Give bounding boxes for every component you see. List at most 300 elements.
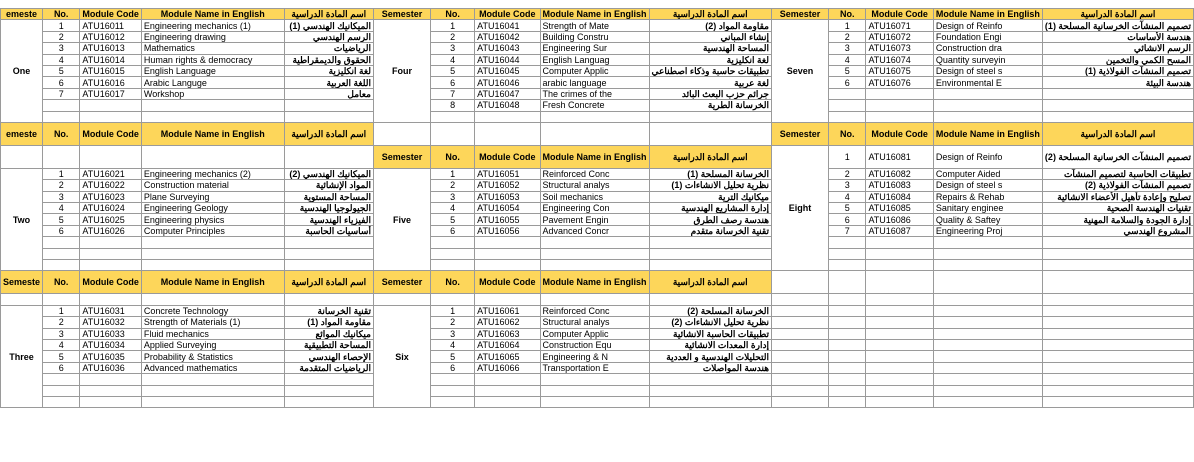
module-number[interactable]: 5 — [43, 351, 80, 362]
header-module-name-en[interactable]: Module Name in English — [540, 9, 649, 20]
module-code[interactable]: ATU16025 — [80, 214, 142, 225]
empty-cell[interactable] — [771, 385, 828, 396]
header-no[interactable]: No. — [829, 9, 866, 20]
empty-cell[interactable] — [1042, 374, 1193, 385]
module-name-ar[interactable]: هندسة رصف الطرق — [649, 214, 771, 225]
module-name-ar[interactable]: الرياضيات — [284, 43, 373, 54]
empty-cell[interactable] — [373, 294, 430, 305]
empty-cell[interactable] — [866, 260, 933, 271]
empty-cell[interactable] — [80, 237, 142, 248]
empty-cell[interactable] — [80, 385, 142, 396]
empty-cell[interactable] — [649, 111, 771, 122]
empty-cell[interactable] — [1042, 100, 1193, 111]
header-semester[interactable]: emeste — [1, 122, 43, 145]
empty-cell[interactable] — [431, 237, 475, 248]
empty-cell[interactable] — [431, 385, 475, 396]
header-module-name-en[interactable]: Module Name in English — [141, 9, 284, 20]
module-number[interactable]: 3 — [431, 191, 475, 202]
empty-cell[interactable] — [373, 122, 430, 145]
module-name-ar[interactable]: إنشاء المباني — [649, 31, 771, 42]
module-number[interactable]: 4 — [43, 339, 80, 350]
module-name-en[interactable]: Fluid mechanics — [141, 328, 284, 339]
module-code[interactable]: ATU16072 — [866, 31, 933, 42]
module-number[interactable]: 4 — [829, 191, 866, 202]
empty-cell[interactable] — [475, 396, 540, 407]
empty-cell[interactable] — [431, 396, 475, 407]
module-name-ar[interactable]: نظرية تحليل الانشاءات (2) — [649, 317, 771, 328]
module-code[interactable]: ATU16033 — [80, 328, 142, 339]
module-name-en[interactable]: Reinforced Conc — [540, 168, 649, 179]
empty-cell[interactable] — [1042, 271, 1193, 294]
header-module-name-en[interactable]: Module Name in English — [933, 122, 1042, 145]
header-module-name-ar[interactable]: اسم المادة الدراسية — [649, 271, 771, 294]
header-module-name-en[interactable]: Module Name in English — [141, 271, 284, 294]
empty-cell[interactable] — [1, 294, 43, 305]
module-number[interactable]: 5 — [829, 65, 866, 76]
module-code[interactable]: ATU16041 — [475, 20, 540, 31]
module-code[interactable]: ATU16075 — [866, 65, 933, 76]
empty-cell[interactable] — [475, 260, 540, 271]
empty-cell[interactable] — [141, 396, 284, 407]
module-number[interactable]: 5 — [43, 65, 80, 76]
empty-cell[interactable] — [475, 237, 540, 248]
module-name-en[interactable]: arabic language — [540, 77, 649, 88]
header-semester[interactable]: Semester — [771, 9, 828, 20]
module-code[interactable]: ATU16066 — [475, 362, 540, 373]
empty-cell[interactable] — [649, 396, 771, 407]
empty-cell[interactable] — [829, 328, 866, 339]
module-number[interactable]: 2 — [829, 168, 866, 179]
empty-cell[interactable] — [80, 248, 142, 259]
module-code[interactable]: ATU16026 — [80, 225, 142, 236]
module-number[interactable]: 3 — [829, 180, 866, 191]
header-module-name-ar[interactable]: اسم المادة الدراسية — [284, 122, 373, 145]
module-name-en[interactable]: Strength of Materials (1) — [141, 317, 284, 328]
empty-cell[interactable] — [141, 294, 284, 305]
header-module-code[interactable]: Module Code — [80, 271, 142, 294]
module-code[interactable]: ATU16086 — [866, 214, 933, 225]
module-number[interactable]: 4 — [43, 203, 80, 214]
empty-cell[interactable] — [933, 339, 1042, 350]
header-no[interactable]: No. — [43, 9, 80, 20]
module-name-ar[interactable]: المساحة التطبيقية — [284, 339, 373, 350]
module-number[interactable]: 5 — [43, 214, 80, 225]
module-name-en[interactable]: Computer Applic — [540, 65, 649, 76]
empty-cell[interactable] — [80, 111, 142, 122]
empty-cell[interactable] — [43, 374, 80, 385]
header-no[interactable]: No. — [43, 271, 80, 294]
module-number[interactable]: 1 — [43, 168, 80, 179]
module-name-ar[interactable]: أساسيات الحاسبة — [284, 225, 373, 236]
module-number[interactable]: 3 — [43, 191, 80, 202]
empty-cell[interactable] — [829, 305, 866, 316]
module-code[interactable]: ATU16044 — [475, 54, 540, 65]
header-no[interactable]: No. — [431, 9, 475, 20]
module-code[interactable]: ATU16063 — [475, 328, 540, 339]
module-code[interactable]: ATU16085 — [866, 203, 933, 214]
empty-cell[interactable] — [1, 145, 43, 168]
empty-cell[interactable] — [829, 362, 866, 373]
module-name-ar[interactable]: اللغة العربية — [284, 77, 373, 88]
empty-cell[interactable] — [1042, 362, 1193, 373]
empty-cell[interactable] — [80, 100, 142, 111]
module-name-en[interactable]: Applied Surveying — [141, 339, 284, 350]
empty-cell[interactable] — [829, 237, 866, 248]
empty-cell[interactable] — [431, 111, 475, 122]
module-name-en[interactable]: Human rights & democracy — [141, 54, 284, 65]
empty-cell[interactable] — [141, 100, 284, 111]
module-name-en[interactable]: Computer Aided — [933, 168, 1042, 179]
module-name-ar[interactable]: الرسم الهندسي — [284, 31, 373, 42]
empty-cell[interactable] — [933, 294, 1042, 305]
header-no[interactable]: No. — [431, 145, 475, 168]
module-code[interactable]: ATU16021 — [80, 168, 142, 179]
empty-cell[interactable] — [141, 111, 284, 122]
empty-cell[interactable] — [649, 237, 771, 248]
module-name-ar[interactable]: هندسة البيئة — [1042, 77, 1193, 88]
module-code[interactable]: ATU16071 — [866, 20, 933, 31]
module-name-ar[interactable]: المواد الإنشائية — [284, 180, 373, 191]
module-code[interactable]: ATU16076 — [866, 77, 933, 88]
module-code[interactable]: ATU16035 — [80, 351, 142, 362]
module-name-ar[interactable]: الفيزياء الهندسية — [284, 214, 373, 225]
module-number[interactable]: 5 — [431, 65, 475, 76]
module-name-en[interactable]: Design of Reinfo — [933, 145, 1042, 168]
empty-cell[interactable] — [431, 260, 475, 271]
empty-cell[interactable] — [829, 351, 866, 362]
header-semester[interactable]: Semester — [771, 122, 828, 145]
empty-cell[interactable] — [649, 294, 771, 305]
module-code[interactable]: ATU16048 — [475, 100, 540, 111]
header-module-name-en[interactable]: Module Name in English — [933, 9, 1042, 20]
module-code[interactable]: ATU16073 — [866, 43, 933, 54]
empty-cell[interactable] — [933, 260, 1042, 271]
empty-cell[interactable] — [829, 248, 866, 259]
empty-cell[interactable] — [866, 88, 933, 99]
empty-cell[interactable] — [866, 339, 933, 350]
module-name-ar[interactable]: تصميم المنشآت الخرسانية المسلحة (2) — [1042, 145, 1193, 168]
module-name-ar[interactable]: تطبيقات حاسبة وذكاء اصطناعي — [649, 65, 771, 76]
module-number[interactable]: 3 — [829, 43, 866, 54]
header-no[interactable]: No. — [43, 122, 80, 145]
module-name-ar[interactable]: ميكانيك الترية — [649, 191, 771, 202]
module-name-ar[interactable]: هندسة المواصلات — [649, 362, 771, 373]
module-code[interactable]: ATU16087 — [866, 225, 933, 236]
empty-cell[interactable] — [829, 339, 866, 350]
module-name-en[interactable]: Pavement Engin — [540, 214, 649, 225]
module-name-en[interactable]: Concrete Technology — [141, 305, 284, 316]
empty-cell[interactable] — [475, 122, 540, 145]
module-name-en[interactable]: The crimes of the — [540, 88, 649, 99]
empty-cell[interactable] — [866, 374, 933, 385]
module-name-en[interactable]: Structural analys — [540, 180, 649, 191]
empty-cell[interactable] — [1042, 237, 1193, 248]
module-name-ar[interactable]: لغة انكليزية — [284, 65, 373, 76]
module-name-en[interactable]: Engineering Con — [540, 203, 649, 214]
module-code[interactable]: ATU16083 — [866, 180, 933, 191]
empty-cell[interactable] — [829, 111, 866, 122]
empty-cell[interactable] — [829, 260, 866, 271]
module-number[interactable]: 5 — [431, 351, 475, 362]
header-module-code[interactable]: Module Code — [475, 271, 540, 294]
empty-cell[interactable] — [431, 374, 475, 385]
empty-cell[interactable] — [933, 328, 1042, 339]
module-code[interactable]: ATU16011 — [80, 20, 142, 31]
module-name-en[interactable]: Structural analys — [540, 317, 649, 328]
empty-cell[interactable] — [43, 385, 80, 396]
empty-cell[interactable] — [284, 396, 373, 407]
module-code[interactable]: ATU16017 — [80, 88, 142, 99]
module-name-ar[interactable]: ميكانيك الموائع — [284, 328, 373, 339]
module-name-ar[interactable]: تقنية الخرسانة — [284, 305, 373, 316]
module-code[interactable]: ATU16045 — [475, 65, 540, 76]
empty-cell[interactable] — [141, 145, 284, 168]
module-number[interactable]: 2 — [43, 180, 80, 191]
module-name-en[interactable]: Probability & Statistics — [141, 351, 284, 362]
module-number[interactable]: 3 — [43, 43, 80, 54]
module-number[interactable]: 6 — [431, 225, 475, 236]
module-number[interactable]: 6 — [43, 77, 80, 88]
empty-cell[interactable] — [771, 396, 828, 407]
empty-cell[interactable] — [475, 294, 540, 305]
empty-cell[interactable] — [933, 237, 1042, 248]
module-code[interactable]: ATU16052 — [475, 180, 540, 191]
module-name-en[interactable]: Engineering Sur — [540, 43, 649, 54]
empty-cell[interactable] — [771, 294, 828, 305]
header-module-name-en[interactable]: Module Name in English — [540, 145, 649, 168]
empty-cell[interactable] — [866, 294, 933, 305]
module-name-ar[interactable]: تقنيات الهندسة الصحية — [1042, 203, 1193, 214]
empty-cell[interactable] — [866, 111, 933, 122]
module-name-en[interactable]: Building Constru — [540, 31, 649, 42]
module-name-ar[interactable]: معامل — [284, 88, 373, 99]
module-name-ar[interactable]: هندسة الأساسات — [1042, 31, 1193, 42]
empty-cell[interactable] — [866, 328, 933, 339]
empty-cell[interactable] — [43, 100, 80, 111]
empty-cell[interactable] — [1042, 396, 1193, 407]
module-code[interactable]: ATU16034 — [80, 339, 142, 350]
empty-cell[interactable] — [1042, 339, 1193, 350]
module-number[interactable]: 8 — [431, 100, 475, 111]
empty-cell[interactable] — [771, 362, 828, 373]
empty-cell[interactable] — [771, 305, 828, 316]
empty-cell[interactable] — [771, 328, 828, 339]
module-name-en[interactable]: Environmental E — [933, 77, 1042, 88]
empty-cell[interactable] — [771, 317, 828, 328]
empty-cell[interactable] — [1042, 317, 1193, 328]
module-number[interactable]: 7 — [431, 88, 475, 99]
header-module-code[interactable]: Module Code — [475, 145, 540, 168]
empty-cell[interactable] — [933, 374, 1042, 385]
module-name-ar[interactable]: لغة انكليزية — [649, 54, 771, 65]
module-name-ar[interactable]: إدارة الجودة والسلامة المهنية — [1042, 214, 1193, 225]
module-code[interactable]: ATU16061 — [475, 305, 540, 316]
empty-cell[interactable] — [284, 294, 373, 305]
module-name-en[interactable]: Arabic Languge — [141, 77, 284, 88]
empty-cell[interactable] — [43, 260, 80, 271]
semester-label[interactable]: Five — [373, 168, 430, 271]
empty-cell[interactable] — [866, 271, 933, 294]
module-name-en[interactable]: Advanced Concr — [540, 225, 649, 236]
header-module-code[interactable]: Module Code — [866, 122, 933, 145]
empty-cell[interactable] — [649, 385, 771, 396]
module-code[interactable]: ATU16053 — [475, 191, 540, 202]
module-number[interactable]: 5 — [829, 203, 866, 214]
module-name-en[interactable]: Construction material — [141, 180, 284, 191]
empty-cell[interactable] — [540, 385, 649, 396]
module-code[interactable]: ATU16022 — [80, 180, 142, 191]
header-module-name-ar[interactable]: اسم المادة الدراسية — [649, 9, 771, 20]
module-code[interactable]: ATU16047 — [475, 88, 540, 99]
empty-cell[interactable] — [141, 374, 284, 385]
empty-cell[interactable] — [431, 294, 475, 305]
empty-cell[interactable] — [475, 248, 540, 259]
module-number[interactable]: 1 — [431, 168, 475, 179]
module-name-ar[interactable]: الميكانيك الهندسي (1) — [284, 20, 373, 31]
empty-cell[interactable] — [829, 100, 866, 111]
module-number[interactable]: 6 — [431, 77, 475, 88]
module-name-ar[interactable]: لغة عربية — [649, 77, 771, 88]
module-number[interactable]: 6 — [431, 362, 475, 373]
module-name-ar[interactable]: تطبيقات الحاسبة لتصميم المنشآت — [1042, 168, 1193, 179]
module-name-ar[interactable]: مقاومة المواد (1) — [284, 317, 373, 328]
empty-cell[interactable] — [866, 362, 933, 373]
module-number[interactable]: 4 — [829, 54, 866, 65]
empty-cell[interactable] — [829, 396, 866, 407]
empty-cell[interactable] — [829, 271, 866, 294]
empty-cell[interactable] — [866, 385, 933, 396]
empty-cell[interactable] — [141, 260, 284, 271]
empty-cell[interactable] — [933, 248, 1042, 259]
empty-cell[interactable] — [829, 385, 866, 396]
module-name-en[interactable]: Reinforced Conc — [540, 305, 649, 316]
module-code[interactable]: ATU16055 — [475, 214, 540, 225]
empty-cell[interactable] — [1042, 305, 1193, 316]
module-name-ar[interactable]: تصميم المنشآت الفولاذية (2) — [1042, 180, 1193, 191]
empty-cell[interactable] — [540, 260, 649, 271]
module-name-ar[interactable]: تصليح وإعادة تأهيل الأعضاء الانشائية — [1042, 191, 1193, 202]
module-name-en[interactable]: Construction dra — [933, 43, 1042, 54]
empty-cell[interactable] — [540, 396, 649, 407]
header-semester[interactable]: Semester — [373, 9, 430, 20]
empty-cell[interactable] — [1042, 260, 1193, 271]
empty-cell[interactable] — [141, 385, 284, 396]
module-name-ar[interactable]: الخرسانة المسلحة (2) — [649, 305, 771, 316]
module-name-en[interactable]: Foundation Engi — [933, 31, 1042, 42]
empty-cell[interactable] — [431, 248, 475, 259]
header-module-code[interactable]: Module Code — [80, 122, 142, 145]
empty-cell[interactable] — [933, 317, 1042, 328]
empty-cell[interactable] — [1042, 385, 1193, 396]
empty-cell[interactable] — [43, 248, 80, 259]
empty-cell[interactable] — [649, 248, 771, 259]
empty-cell[interactable] — [540, 237, 649, 248]
semester-label[interactable]: Three — [1, 305, 43, 408]
empty-cell[interactable] — [284, 145, 373, 168]
empty-cell[interactable] — [80, 294, 142, 305]
module-code[interactable]: ATU16054 — [475, 203, 540, 214]
module-code[interactable]: ATU16031 — [80, 305, 142, 316]
empty-cell[interactable] — [540, 248, 649, 259]
module-number[interactable]: 6 — [43, 362, 80, 373]
module-code[interactable]: ATU16036 — [80, 362, 142, 373]
module-number[interactable]: 1 — [431, 20, 475, 31]
empty-cell[interactable] — [540, 294, 649, 305]
module-name-ar[interactable]: تقنية الخرسانة متقدم — [649, 225, 771, 236]
header-module-code[interactable]: Module Code — [80, 9, 142, 20]
module-name-ar[interactable]: الحقوق والديمقراطية — [284, 54, 373, 65]
empty-cell[interactable] — [80, 374, 142, 385]
module-name-en[interactable]: Engineering Proj — [933, 225, 1042, 236]
header-module-name-en[interactable]: Module Name in English — [540, 271, 649, 294]
module-name-ar[interactable]: المسح الكمي والتخمين — [1042, 54, 1193, 65]
module-number[interactable]: 1 — [829, 20, 866, 31]
module-code[interactable]: ATU16012 — [80, 31, 142, 42]
module-name-ar[interactable]: الرياضيات المتقدمة — [284, 362, 373, 373]
header-module-name-ar[interactable]: اسم المادة الدراسية — [1042, 9, 1193, 20]
module-code[interactable]: ATU16043 — [475, 43, 540, 54]
module-name-ar[interactable]: إدارة المعدات الانشائية — [649, 339, 771, 350]
empty-cell[interactable] — [141, 237, 284, 248]
empty-cell[interactable] — [475, 111, 540, 122]
semester-label[interactable]: Four — [373, 20, 430, 123]
module-name-en[interactable]: Construction Equ — [540, 339, 649, 350]
semester-label[interactable]: Seven — [771, 20, 828, 123]
module-number[interactable]: 2 — [431, 31, 475, 42]
module-name-ar[interactable]: المساحة الهندسية — [649, 43, 771, 54]
module-number[interactable]: 3 — [43, 328, 80, 339]
empty-cell[interactable] — [43, 111, 80, 122]
module-name-en[interactable]: Sanitary enginee — [933, 203, 1042, 214]
module-name-en[interactable]: English Language — [141, 65, 284, 76]
empty-cell[interactable] — [284, 100, 373, 111]
module-code[interactable]: ATU16014 — [80, 54, 142, 65]
module-number[interactable]: 6 — [829, 77, 866, 88]
empty-cell[interactable] — [43, 237, 80, 248]
empty-cell[interactable] — [866, 305, 933, 316]
module-name-en[interactable]: Fresh Concrete — [540, 100, 649, 111]
empty-cell[interactable] — [540, 122, 649, 145]
empty-cell[interactable] — [284, 260, 373, 271]
module-number[interactable]: 4 — [431, 339, 475, 350]
empty-cell[interactable] — [933, 396, 1042, 407]
module-code[interactable]: ATU16084 — [866, 191, 933, 202]
empty-cell[interactable] — [1042, 111, 1193, 122]
module-number[interactable]: 3 — [431, 43, 475, 54]
empty-cell[interactable] — [933, 362, 1042, 373]
empty-cell[interactable] — [866, 100, 933, 111]
empty-cell[interactable] — [649, 374, 771, 385]
module-code[interactable]: ATU16046 — [475, 77, 540, 88]
header-semester[interactable]: Semeste — [1, 271, 43, 294]
module-name-en[interactable]: Transportation E — [540, 362, 649, 373]
module-number[interactable]: 4 — [431, 203, 475, 214]
module-name-en[interactable]: Design of Reinfo — [933, 20, 1042, 31]
empty-cell[interactable] — [284, 237, 373, 248]
module-code[interactable]: ATU16074 — [866, 54, 933, 65]
empty-cell[interactable] — [284, 248, 373, 259]
module-number[interactable]: 1 — [43, 305, 80, 316]
empty-cell[interactable] — [80, 396, 142, 407]
empty-cell[interactable] — [43, 294, 80, 305]
module-name-en[interactable]: Repairs & Rehab — [933, 191, 1042, 202]
module-code[interactable]: ATU16065 — [475, 351, 540, 362]
empty-cell[interactable] — [933, 88, 1042, 99]
module-number[interactable]: 2 — [43, 31, 80, 42]
empty-cell[interactable] — [80, 145, 142, 168]
empty-cell[interactable] — [540, 111, 649, 122]
empty-cell[interactable] — [1042, 351, 1193, 362]
